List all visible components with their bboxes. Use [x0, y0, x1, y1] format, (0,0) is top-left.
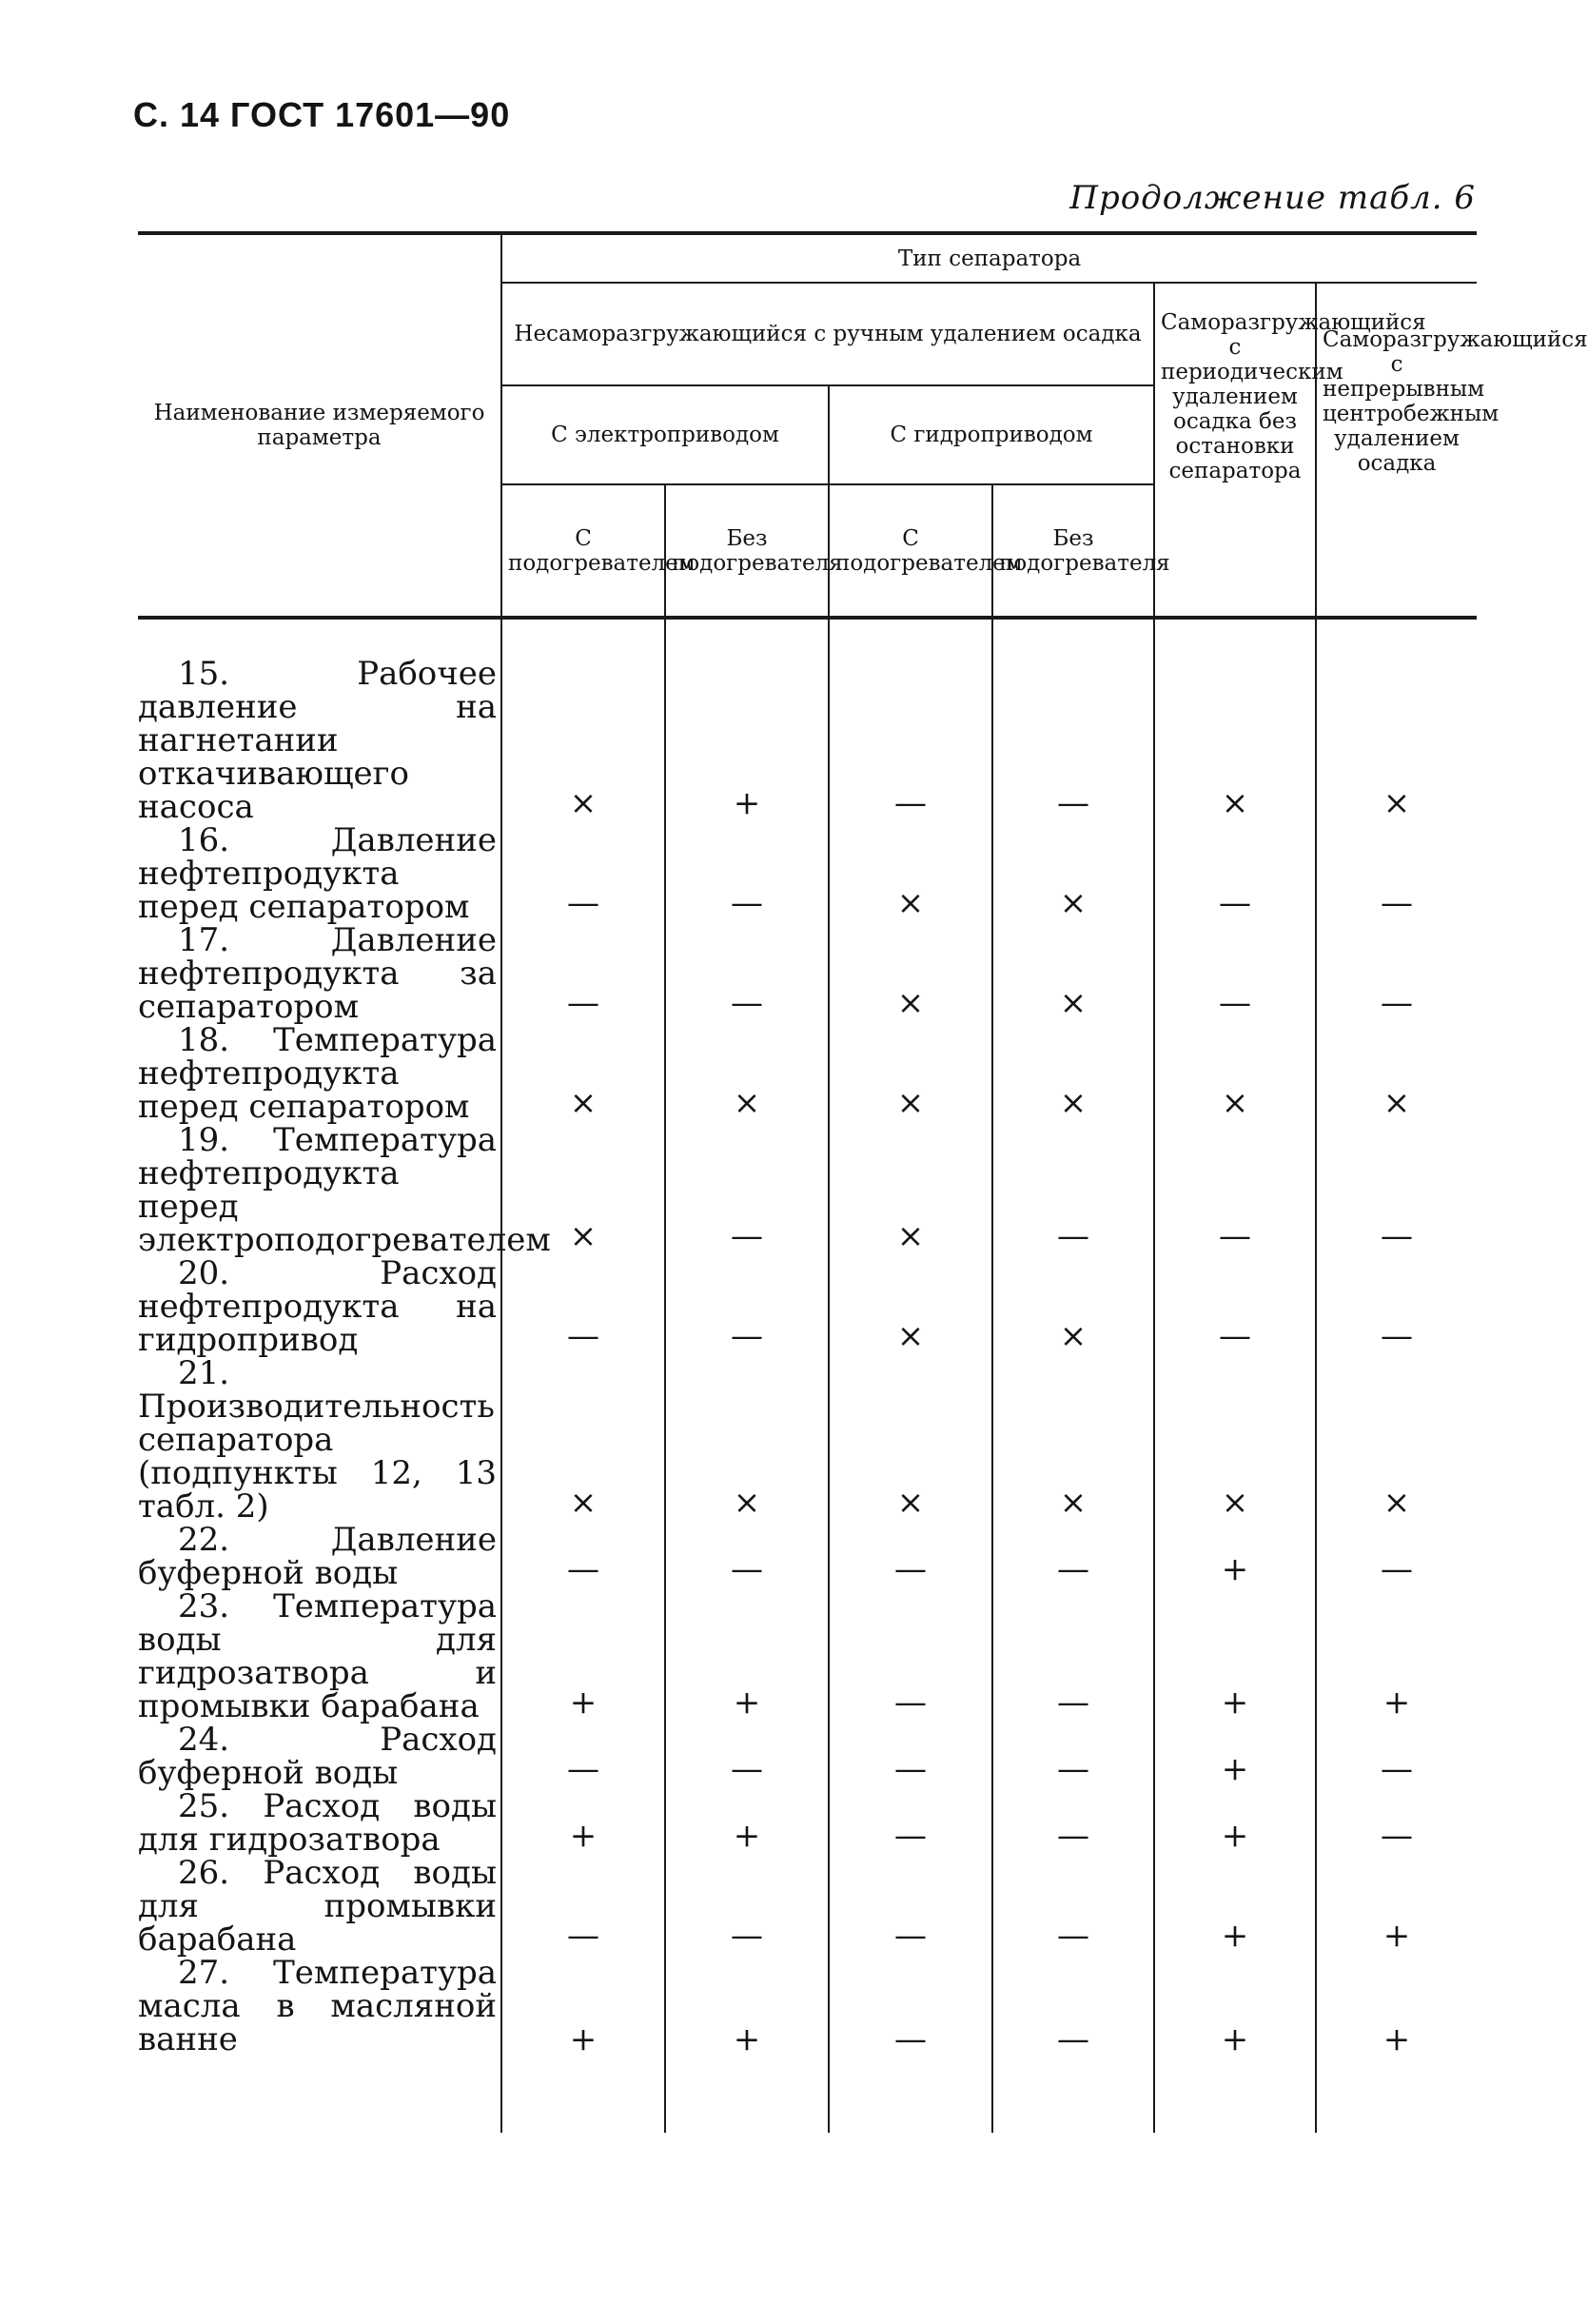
- mark-cell: —: [992, 618, 1154, 824]
- mark-cell: —: [992, 1590, 1154, 1723]
- mark-cell: ×: [501, 1024, 665, 1124]
- mark-cell: ×: [1154, 618, 1316, 824]
- parameter-number: 17.: [178, 921, 230, 959]
- mark-cell: +: [1316, 1857, 1477, 1957]
- mark-cell: —: [501, 924, 665, 1024]
- mark-cell: —: [829, 1857, 992, 1957]
- continuous-removal-header: Саморазгружающийся с непрерывным центробежным удалением осадка: [1316, 283, 1477, 618]
- mark-cell: ×: [829, 1357, 992, 1524]
- hydro-with-heater-header: С подогревателем: [829, 484, 992, 618]
- mark-cell: —: [1154, 824, 1316, 924]
- table-row: [138, 1357, 1477, 1524]
- parameter-number: 25.: [178, 1787, 230, 1825]
- mark-cell: +: [1154, 1957, 1316, 2133]
- mark-cell: —: [829, 1957, 992, 2133]
- mark-cell: —: [665, 1257, 829, 1357]
- mark-cell: —: [665, 1124, 829, 1257]
- hydro-drive-header: С гидроприводом: [829, 385, 1154, 484]
- mark-cell: —: [665, 1524, 829, 1590]
- parameter-name-cell: [138, 1954, 501, 2133]
- parameter-number: 23.: [178, 1587, 230, 1625]
- parameter-name: Температура масла в масляной ванне: [138, 1954, 497, 2058]
- mark-cell: ×: [501, 1357, 665, 1524]
- mark-cell: —: [992, 1790, 1154, 1857]
- mark-cell: —: [1316, 924, 1477, 1024]
- parameter-name-cell: [138, 1723, 501, 1790]
- parameter-name-cell: [138, 618, 501, 824]
- mark-cell: ×: [501, 618, 665, 824]
- parameter-number: 22.: [178, 1521, 230, 1559]
- mark-cell: —: [501, 1723, 665, 1790]
- parameter-name-cell: [138, 1254, 501, 1359]
- mark-cell: +: [501, 1590, 665, 1723]
- mark-cell: —: [829, 1590, 992, 1723]
- parameter-name-cell: [138, 921, 501, 1026]
- periodic-removal-header: Саморазгружающийся с периодическим удалением осадка без остановки сепаратора: [1154, 283, 1316, 618]
- mark-cell: —: [665, 1723, 829, 1790]
- table-row: [138, 618, 1477, 824]
- hydro-without-heater-header: Без подогревателя: [992, 484, 1154, 618]
- parameter-name: Давление нефтепродукта за сепаратором: [138, 921, 497, 1026]
- mark-cell: +: [1154, 1524, 1316, 1590]
- mark-cell: —: [992, 1524, 1154, 1590]
- table-row: [138, 824, 1477, 924]
- mark-cell: +: [501, 1790, 665, 1857]
- parameter-name-cell: [138, 1354, 501, 1526]
- mark-cell: —: [1154, 1124, 1316, 1257]
- table-body: [138, 618, 1477, 2133]
- mark-cell: —: [1154, 1257, 1316, 1357]
- parameter-name-cell: [138, 1787, 501, 1859]
- mark-cell: —: [1316, 1524, 1477, 1590]
- parameter-name: Давление нефтепродукта перед сепаратором: [138, 821, 497, 926]
- parameter-name-cell: [138, 1121, 551, 1259]
- mark-cell: +: [1154, 1857, 1316, 1957]
- electro-with-heater-header: С подогревателем: [501, 484, 665, 618]
- mark-cell: ×: [992, 1357, 1154, 1524]
- mark-cell: +: [665, 1790, 829, 1857]
- table-row: [138, 1590, 1477, 1723]
- parameter-name-cell: [138, 1587, 501, 1725]
- parameter-name: Расход воды для гидрозатвора: [138, 1787, 498, 1859]
- mark-cell: —: [665, 924, 829, 1024]
- parameter-name: Рабочее давление на нагнетании откачивающего насоса: [138, 655, 497, 826]
- mark-cell: —: [829, 1790, 992, 1857]
- mark-cell: —: [1316, 1790, 1477, 1857]
- mark-cell: ×: [1316, 1357, 1477, 1524]
- mark-cell: +: [1154, 1590, 1316, 1723]
- mark-cell: ×: [992, 1257, 1154, 1357]
- mark-cell: —: [829, 618, 992, 824]
- table-header: [138, 233, 1588, 618]
- mark-cell: —: [501, 824, 665, 924]
- table-row: [138, 1024, 1477, 1124]
- table-row: [138, 1723, 1477, 1790]
- mark-cell: +: [665, 618, 829, 824]
- parameters-table-container: [138, 231, 1588, 2133]
- parameter-number: 24.: [178, 1721, 230, 1759]
- mark-cell: —: [1316, 1124, 1477, 1257]
- parameter-number: 18.: [178, 1021, 230, 1059]
- parameter-number: 16.: [178, 821, 230, 859]
- mark-cell: —: [992, 1857, 1154, 1957]
- mark-cell: +: [665, 1957, 829, 2133]
- parameter-name: Расход буферной воды: [138, 1721, 497, 1792]
- mark-cell: ×: [665, 1357, 829, 1524]
- mark-cell: —: [501, 1524, 665, 1590]
- parameter-name-cell: [138, 1021, 501, 1126]
- mark-cell: ×: [829, 924, 992, 1024]
- parameter-number: 19.: [178, 1121, 230, 1159]
- parameter-name: Температура воды для гидрозатвора и промывки барабана: [138, 1587, 497, 1725]
- mark-cell: +: [1316, 1590, 1477, 1723]
- table-row: [138, 1790, 1477, 1857]
- mark-cell: ×: [501, 1124, 665, 1257]
- table-row: [138, 1957, 1477, 2133]
- mark-cell: —: [992, 1124, 1154, 1257]
- parameter-name-cell: [138, 1521, 501, 1592]
- table-row: [138, 1524, 1477, 1590]
- parameter-name-cell: [138, 821, 501, 926]
- mark-cell: ×: [1316, 618, 1477, 824]
- table-row: [138, 1124, 1477, 1257]
- mark-cell: ×: [665, 1024, 829, 1124]
- parameter-number: 20.: [178, 1254, 230, 1292]
- electro-without-heater-header: Без подогревателя: [665, 484, 829, 618]
- mark-cell: +: [1316, 1957, 1477, 2133]
- parameter-name: Давление буферной воды: [138, 1521, 497, 1592]
- param-col-header: Наименование измеряемого параметра: [138, 233, 501, 618]
- mark-cell: +: [501, 1957, 665, 2133]
- mark-cell: —: [501, 1257, 665, 1357]
- mark-cell: ×: [829, 1024, 992, 1124]
- mark-cell: —: [829, 1723, 992, 1790]
- mark-cell: ×: [992, 824, 1154, 924]
- mark-cell: —: [1154, 924, 1316, 1024]
- mark-cell: —: [1316, 1257, 1477, 1357]
- mark-cell: —: [665, 824, 829, 924]
- page-header: С. 14 ГОСТ 17601—90: [133, 95, 511, 134]
- parameter-name: Расход воды для промывки барабана: [138, 1854, 498, 1959]
- parameter-number: 15.: [178, 655, 230, 693]
- mark-cell: ×: [1154, 1357, 1316, 1524]
- mark-cell: ×: [829, 824, 992, 924]
- mark-cell: —: [1316, 1723, 1477, 1790]
- mark-cell: ×: [1316, 1024, 1477, 1124]
- parameter-number: 26.: [178, 1854, 230, 1892]
- mark-cell: —: [992, 1957, 1154, 2133]
- manual-removal-header: Несаморазгружающийся с ручным удалением осадка: [501, 283, 1154, 385]
- mark-cell: ×: [829, 1257, 992, 1357]
- table-row: [138, 1257, 1477, 1357]
- mark-cell: ×: [992, 924, 1154, 1024]
- mark-cell: +: [1154, 1790, 1316, 1857]
- parameter-number: 27.: [178, 1954, 230, 1992]
- table-row: [138, 1857, 1477, 1957]
- mark-cell: +: [665, 1590, 829, 1723]
- mark-cell: —: [665, 1857, 829, 1957]
- parameter-number: 21.: [178, 1354, 230, 1392]
- table-caption: Продолжение табл. 6: [1069, 179, 1476, 217]
- electro-drive-header: С электроприводом: [501, 385, 829, 484]
- mark-cell: +: [1154, 1723, 1316, 1790]
- mark-cell: ×: [829, 1124, 992, 1257]
- parameter-name: Температура нефтепродукта перед электроподогревателем: [138, 1121, 551, 1259]
- parameters-table: [138, 231, 1588, 2133]
- parameter-name-cell: [138, 1854, 501, 1959]
- mark-cell: —: [829, 1524, 992, 1590]
- mark-cell: —: [501, 1857, 665, 1957]
- mark-cell: ×: [1154, 1024, 1316, 1124]
- separator-type-header: Тип сепаратора: [501, 233, 1477, 283]
- parameter-name: Расход нефтепродукта на гидропривод: [138, 1254, 497, 1359]
- mark-cell: —: [992, 1723, 1154, 1790]
- parameter-name: Производительность сепаратора (подпункты 12, 13 табл. 2): [138, 1388, 497, 1526]
- mark-cell: —: [1316, 824, 1477, 924]
- parameter-name: Температура нефтепродукта перед сепаратором: [138, 1021, 497, 1126]
- mark-cell: ×: [992, 1024, 1154, 1124]
- table-row: [138, 924, 1477, 1024]
